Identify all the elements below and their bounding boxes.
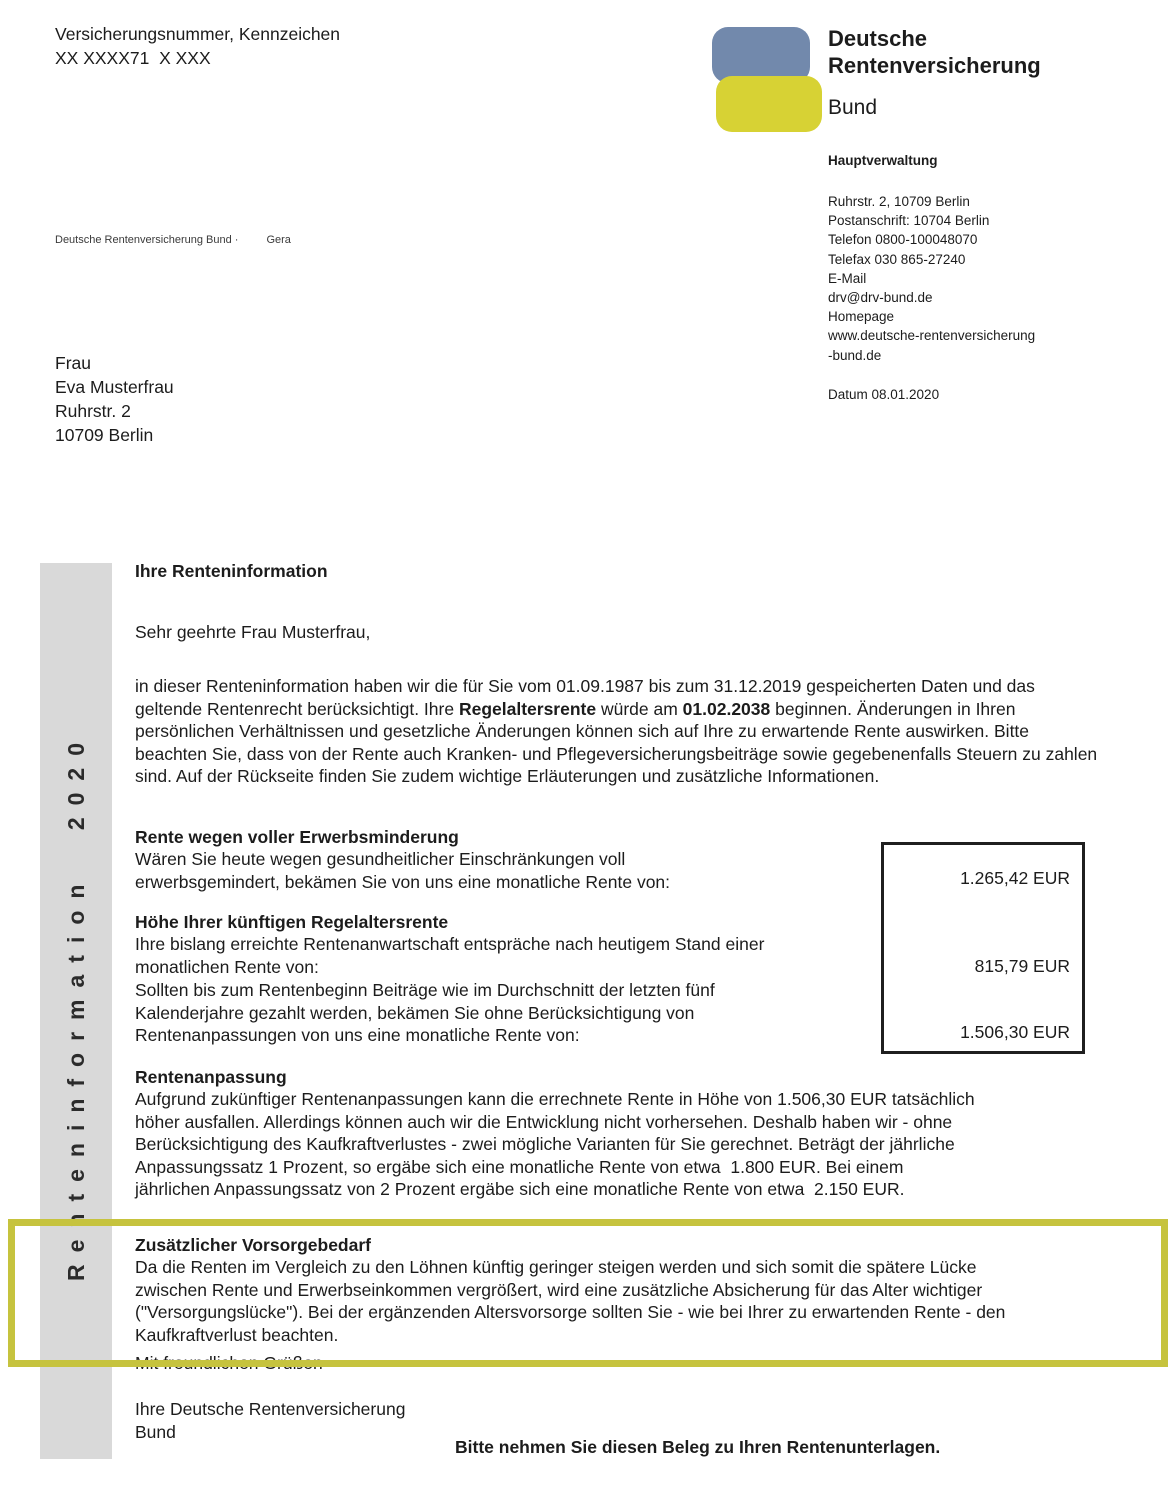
sender-line — [55, 229, 291, 252]
insurance-number-value: XX XXXX71 X XXX — [55, 48, 211, 68]
sender-name: Deutsche Rentenversicherung Bund · — [55, 234, 239, 246]
sender-city: Gera — [266, 234, 291, 246]
contact-phone: Telefon 0800-100048070 — [828, 232, 978, 248]
sidebar-vertical-label: Renteninformation 2020 — [62, 731, 89, 1281]
section-regelaltersrente-heading: Höhe Ihrer künftigen Regelaltersrente — [135, 912, 449, 932]
brand-wordmark — [828, 25, 1041, 121]
recipient-street: Ruhrstr. 2 — [55, 401, 131, 421]
contact-street: Ruhrstr. 2, 10709 Berlin — [828, 194, 970, 209]
section-regelaltersrente-body2: Sollten bis zum Rentenbeginn Beiträge wie im Durchschnitt der letzten fünf Kalenderjahre gezahlt werden, bekämen Sie ohne Berücksichtigung von Rentenanpassungen von uns eine monatliche Rente von: — [135, 980, 720, 1045]
section-vorsorgebedarf-heading: Zusätzlicher Vorsorgebedarf — [135, 1235, 371, 1255]
drv-logo — [706, 25, 836, 135]
section-rentenanpassung-heading: Rentenanpassung — [135, 1067, 287, 1087]
contact-homepage-value-2: -bund.de — [828, 347, 882, 363]
insurance-number-block — [55, 22, 340, 70]
contact-fax: Telefax 030 865-27240 — [828, 251, 966, 267]
closing-signature — [135, 1398, 405, 1443]
letter-salutation: Sehr geehrte Frau Musterfrau, — [135, 622, 371, 642]
logo-yellow-shape-icon — [716, 76, 822, 132]
closing-regards: Mit freundlichen Grüßen — [135, 1353, 323, 1373]
recipient-name: Eva Musterfrau — [55, 377, 174, 397]
contact-homepage-label: Homepage — [828, 309, 895, 325]
section-vorsorgebedarf-body: Da die Renten im Vergleich zu den Löhnen künftig geringer steigen werden und sich somit die spätere Lücke zwischen Rente und Erwerbseinkommen vergrößert, wird eine zusätzliche Absicherung für das Alter wichtiger ("Versorgungslücke"). Bei der ergänzenden Altersvorsorge sollten Sie - wie bei Ihrer zu erwartenden Rente - den Kaufkraftverlust beachten. — [135, 1257, 1011, 1345]
current-entitlement-amount: 815,79 EUR — [974, 956, 1070, 976]
intro-part2: würde am — [596, 698, 683, 719]
highlight-frame — [8, 1219, 1168, 1367]
contact-email-value: drv@drv-bund.de — [828, 290, 933, 306]
signature-line1: Ihre Deutsche Rentenversicherung — [135, 1399, 406, 1419]
section-erwerbsminderung-body: Wären Sie heute wegen gesundheitlicher Einschränkungen voll erwerbsgemindert, bekämen Sie von uns eine monatliche Rente von: — [135, 849, 671, 892]
intro-part1: in dieser Renteninformation haben wir die für Sie vom 01.09.1987 bis zum 31.12.2019 gespeicherten Daten und das geltende Rentenrecht berücksichtigt. Ihre — [135, 676, 1040, 719]
brand-line-bund: Bund — [828, 96, 878, 119]
contact-homepage-value-1: www.deutsche-rentenversicherung — [828, 328, 1036, 344]
erwerbsminderung-amount: 1.265,42 EUR — [960, 868, 1070, 888]
contact-postal: Postanschrift: 10704 Berlin — [828, 213, 990, 229]
insurance-number-label: Versicherungsnummer, Kennzeichen — [55, 24, 341, 44]
brand-line-rentenversicherung: Rentenversicherung — [828, 53, 1041, 78]
contact-block — [828, 192, 1035, 365]
intro-part3: beginnen. Änderungen in Ihren persönlichen Verhältnissen und gesetzliche Änderungen können sich auf Ihre zu erwartende Rente auswirken. Bitte beachten Sie, dass von der Rente auch Kranken- und Pflegeversicherungsbeiträge sowie gegebenenfalls Steuern zu zahlen sind. Auf der Rückseite finden Sie zudem wichtige Erläuterungen und zusätzliche Informationen. — [135, 698, 1103, 786]
signature-line2: Bund — [135, 1421, 176, 1442]
pension-amounts-box — [881, 842, 1085, 1054]
section-rentenanpassung-body: Aufgrund zukünftiger Rentenanpassungen kann die errechnete Rente in Höhe von 1.506,30 EUR tatsächlich höher ausfallen. Allerdings können auch wir die Entwicklung nicht vorhersehen. Deshalb haben wir - ohne Berücksichtigung des Kaufkraftverlustes - zwei mögliche Varianten für Sie gerechnet. Beträgt der jährliche Anpassungssatz 1 Prozent, so ergäbe sich eine monatliche Rente von etwa 1.800 EUR. Bei einem jährlichen Anpassungssatz von 2 Prozent ergäbe sich eine monatliche Rente von etwa 2.150 EUR. — [135, 1089, 980, 1199]
letter-date: Datum 08.01.2020 — [828, 387, 940, 402]
keep-record-note: Bitte nehmen Sie diesen Beleg zu Ihren Rentenunterlagen. — [455, 1437, 941, 1457]
section-erwerbsminderung-heading: Rente wegen voller Erwerbsminderung — [135, 827, 459, 847]
letter-title: Ihre Renteninformation — [135, 561, 328, 581]
logo-blue-shape-icon — [712, 27, 810, 83]
recipient-city: 10709 Berlin — [55, 425, 154, 445]
intro-bold-date: 01.02.2038 — [682, 698, 771, 719]
projected-pension-amount: 1.506,30 EUR — [960, 1022, 1070, 1042]
intro-paragraph — [135, 675, 1103, 788]
intro-bold-regelaltersrente: Regelaltersrente — [458, 698, 597, 719]
section-regelaltersrente-body1: Ihre bislang erreichte Rentenanwartschaft entspräche nach heutigem Stand einer monatlichen Rente von: — [135, 934, 770, 977]
recipient-salutation: Frau — [55, 353, 91, 373]
headquarters-label: Hauptverwaltung — [828, 153, 938, 168]
recipient-address — [55, 351, 174, 447]
contact-email-label: E-Mail — [828, 270, 867, 286]
brand-line-deutsche: Deutsche — [828, 26, 928, 51]
